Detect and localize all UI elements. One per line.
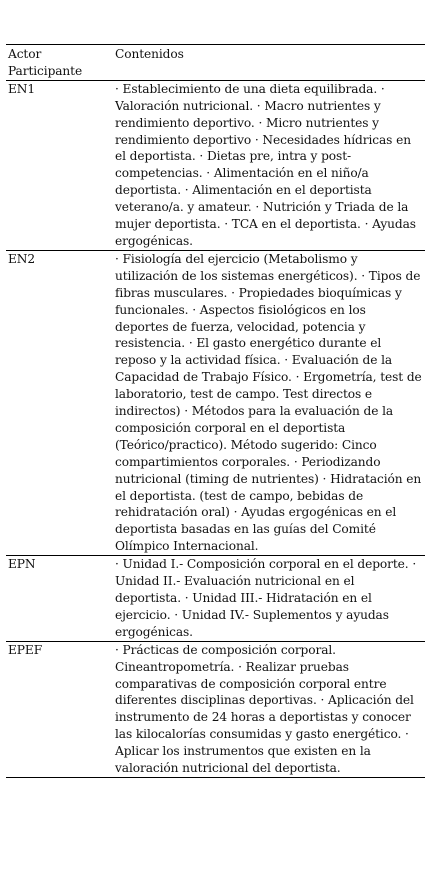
content-cell: · Unidad I.- Composición corporal en el deporte. · Unidad II.- Evaluación nutricional en el deportista. · Unidad III.- Hidratación en el ejercicio. · Unidad IV.- Suplementos y ayudas ergogénicas. — [113, 556, 425, 642]
header-row — [6, 45, 425, 81]
actor-cell: EN2 — [6, 250, 113, 555]
actor-cell: EPN — [6, 556, 113, 642]
table-row — [6, 556, 425, 642]
actor-cell: EN1 — [6, 80, 113, 250]
table-row — [6, 250, 425, 555]
content-cell: · Prácticas de composición corporal. Cineantropometría. · Realizar pruebas comparativas de composición corporal entre diferentes disciplinas deportivas. · Aplicación del instrumento de 24 horas a deportistas y conocer las kilocalorías consumidas y gasto energético. · Aplicar los instrumentos que existen en la valoración nutricional del deportista. — [113, 641, 425, 777]
table-header — [6, 45, 425, 81]
header-actor: Actor Participante — [6, 45, 113, 81]
actor-cell: EPEF — [6, 641, 113, 777]
table-row — [6, 80, 425, 250]
content-cell: · Fisiología del ejercicio (Metabolismo y utilización de los sistemas energéticos). · Tipos de fibras musculares. · Propiedades bioquímicas y funcionales. · Aspectos fisiológicos en los deportes de fuerza, velocidad, potencia y resistencia. · El gasto energético durante el reposo y la actividad física. · Evaluación de la Capacidad de Trabajo Físico. · Ergometría, test de laboratorio, test de campo. Test directos e indirectos) · Métodos para la evaluación de la composición corporal en el deportista (Teórico/practico). Método sugerido: Cinco compartimientos corporales. · Periodizando nutricional (timing de nutrientes) · Hidratación en el deportista. (test de campo, bebidas de rehidratación oral) · Ayudas ergogénicas en el deportista basadas en las guías del Comité Olímpico Internacional. — [113, 250, 425, 555]
content-cell: · Establecimiento de una dieta equilibrada. · Valoración nutricional. · Macro nutrientes y rendimiento deportivo. · Micro nutrientes y rendimiento deportivo · Necesidades hídricas en el deportista. · Dietas pre, intra y post-competencias. · Alimentación en el niño/a deportista. · Alimentación en el deportista veterano/a. y amateur. · Nutrición y Triada de la mujer deportista. · TCA en el deportista. · Ayudas ergogénicas. — [113, 80, 425, 250]
header-content: Contenidos — [113, 45, 425, 81]
table-row — [6, 641, 425, 777]
content-table — [6, 44, 425, 778]
